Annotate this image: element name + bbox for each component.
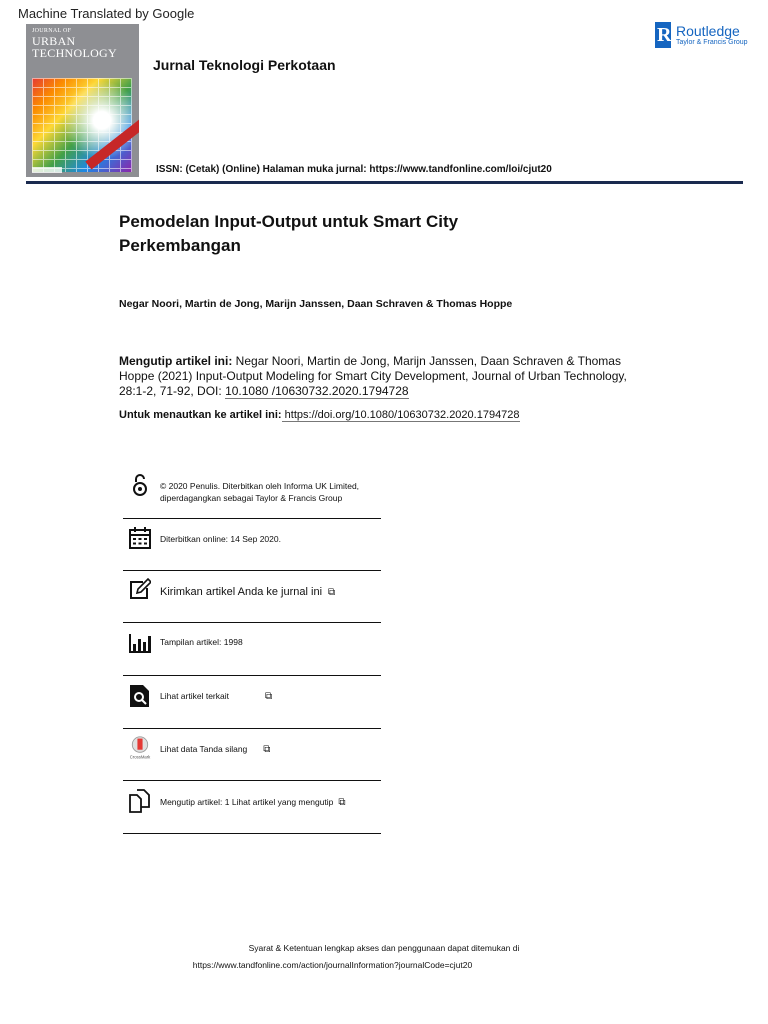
divider bbox=[123, 780, 381, 781]
footer-terms-url[interactable]: https://www.tandfonline.com/action/journalInformation?journalCode=cjut20 bbox=[192, 960, 473, 970]
journal-name[interactable]: Jurnal Teknologi Perkotaan bbox=[153, 57, 336, 73]
divider bbox=[123, 675, 381, 676]
article-views: Tampilan artikel: 1998 bbox=[160, 637, 243, 647]
search-document-icon bbox=[129, 684, 151, 708]
cover-graphic bbox=[32, 78, 132, 172]
footer-terms-text: Syarat & Ketentuan lengkap akses dan penggunaan dapat ditemukan di bbox=[248, 943, 520, 953]
divider bbox=[123, 728, 381, 729]
published-date: Diterbitkan online: 14 Sep 2020. bbox=[160, 534, 281, 544]
issn-line[interactable]: ISSN: (Cetak) (Online) Halaman muka jurnal: https://www.tandfonline.com/loi/cjut20 bbox=[156, 164, 552, 175]
routledge-logo[interactable] bbox=[655, 22, 755, 52]
routledge-mark-icon: R bbox=[657, 24, 672, 46]
article-authors: Negar Noori, Martin de Jong, Marijn Janssen, Daan Schraven & Thomas Hoppe bbox=[119, 298, 513, 310]
external-link-icon: ⧉ bbox=[264, 691, 273, 702]
publisher-sub: Taylor & Francis Group bbox=[676, 39, 748, 46]
citation-text: Negar Noori, Martin de Jong, Marijn Janssen, Daan Schraven & Thomas Hoppe (2021) Input-Output Modeling for Smart City Development, Journal of Urban Technology, 28:1-2, 71-92, DOI: bbox=[119, 354, 627, 398]
citation-block bbox=[119, 354, 639, 399]
calendar-icon bbox=[129, 526, 151, 550]
open-access-icon bbox=[129, 473, 151, 497]
cover-line-3: TECHNOLOGY bbox=[32, 46, 117, 60]
cover-line-1: JOURNAL OF bbox=[32, 28, 72, 34]
related-articles-item[interactable] bbox=[123, 681, 381, 725]
journal-cover-image bbox=[26, 24, 139, 177]
crossmark-item[interactable] bbox=[123, 734, 381, 778]
citing-articles-icon bbox=[129, 789, 151, 813]
divider bbox=[123, 518, 381, 519]
crossmark-link[interactable]: Lihat data Tanda silang ⧉ bbox=[160, 744, 271, 755]
article-views-item bbox=[123, 628, 381, 672]
related-articles-link[interactable]: Lihat artikel terkait ⧉ bbox=[160, 691, 273, 702]
cover-publisher-mark bbox=[32, 167, 62, 173]
submit-article-item[interactable] bbox=[123, 576, 381, 620]
divider bbox=[123, 570, 381, 571]
external-link-icon: ⧉ bbox=[263, 744, 271, 755]
submit-article-link[interactable]: Kirimkan artikel Anda ke jurnal ini ⧉ bbox=[160, 586, 336, 598]
publisher-name: Routledge bbox=[676, 23, 740, 39]
machine-translation-banner: Machine Translated by Google bbox=[18, 6, 195, 21]
article-doi-url[interactable]: https://doi.org/10.1080/10630732.2020.1794728 bbox=[281, 409, 520, 421]
article-title: Pemodelan Input-Output untuk Smart City Perkembangan bbox=[119, 212, 459, 255]
published-item bbox=[123, 523, 381, 568]
cover-title bbox=[32, 28, 117, 59]
divider bbox=[123, 622, 381, 623]
header-rule bbox=[26, 181, 743, 184]
citation-doi-link[interactable]: 10.1080 /10630732.2020.1794728 bbox=[225, 384, 409, 398]
crossmark-label: CrossMark bbox=[129, 754, 151, 760]
external-link-icon: ⧉ bbox=[338, 797, 346, 808]
external-link-icon: ⧉ bbox=[328, 587, 336, 598]
citing-articles-link[interactable]: Mengutip artikel: 1 Lihat artikel yang mengutip ⧉ bbox=[160, 797, 346, 808]
license-item bbox=[123, 470, 381, 510]
divider bbox=[123, 833, 381, 834]
crossmark-icon bbox=[129, 736, 151, 760]
article-link-block bbox=[119, 409, 679, 421]
edit-icon bbox=[129, 578, 151, 602]
cover-line-2: URBAN bbox=[32, 34, 76, 48]
citation-label: Mengutip artikel ini: bbox=[119, 354, 233, 368]
link-label: Untuk menautkan ke artikel ini: bbox=[119, 409, 282, 421]
citing-articles-item[interactable] bbox=[123, 786, 381, 830]
bar-chart-icon bbox=[129, 630, 151, 654]
license-text: © 2020 Penulis. Diterbitkan oleh Informa UK Limited, diperdagangkan sebagai Taylor & Francis Group bbox=[160, 481, 360, 503]
